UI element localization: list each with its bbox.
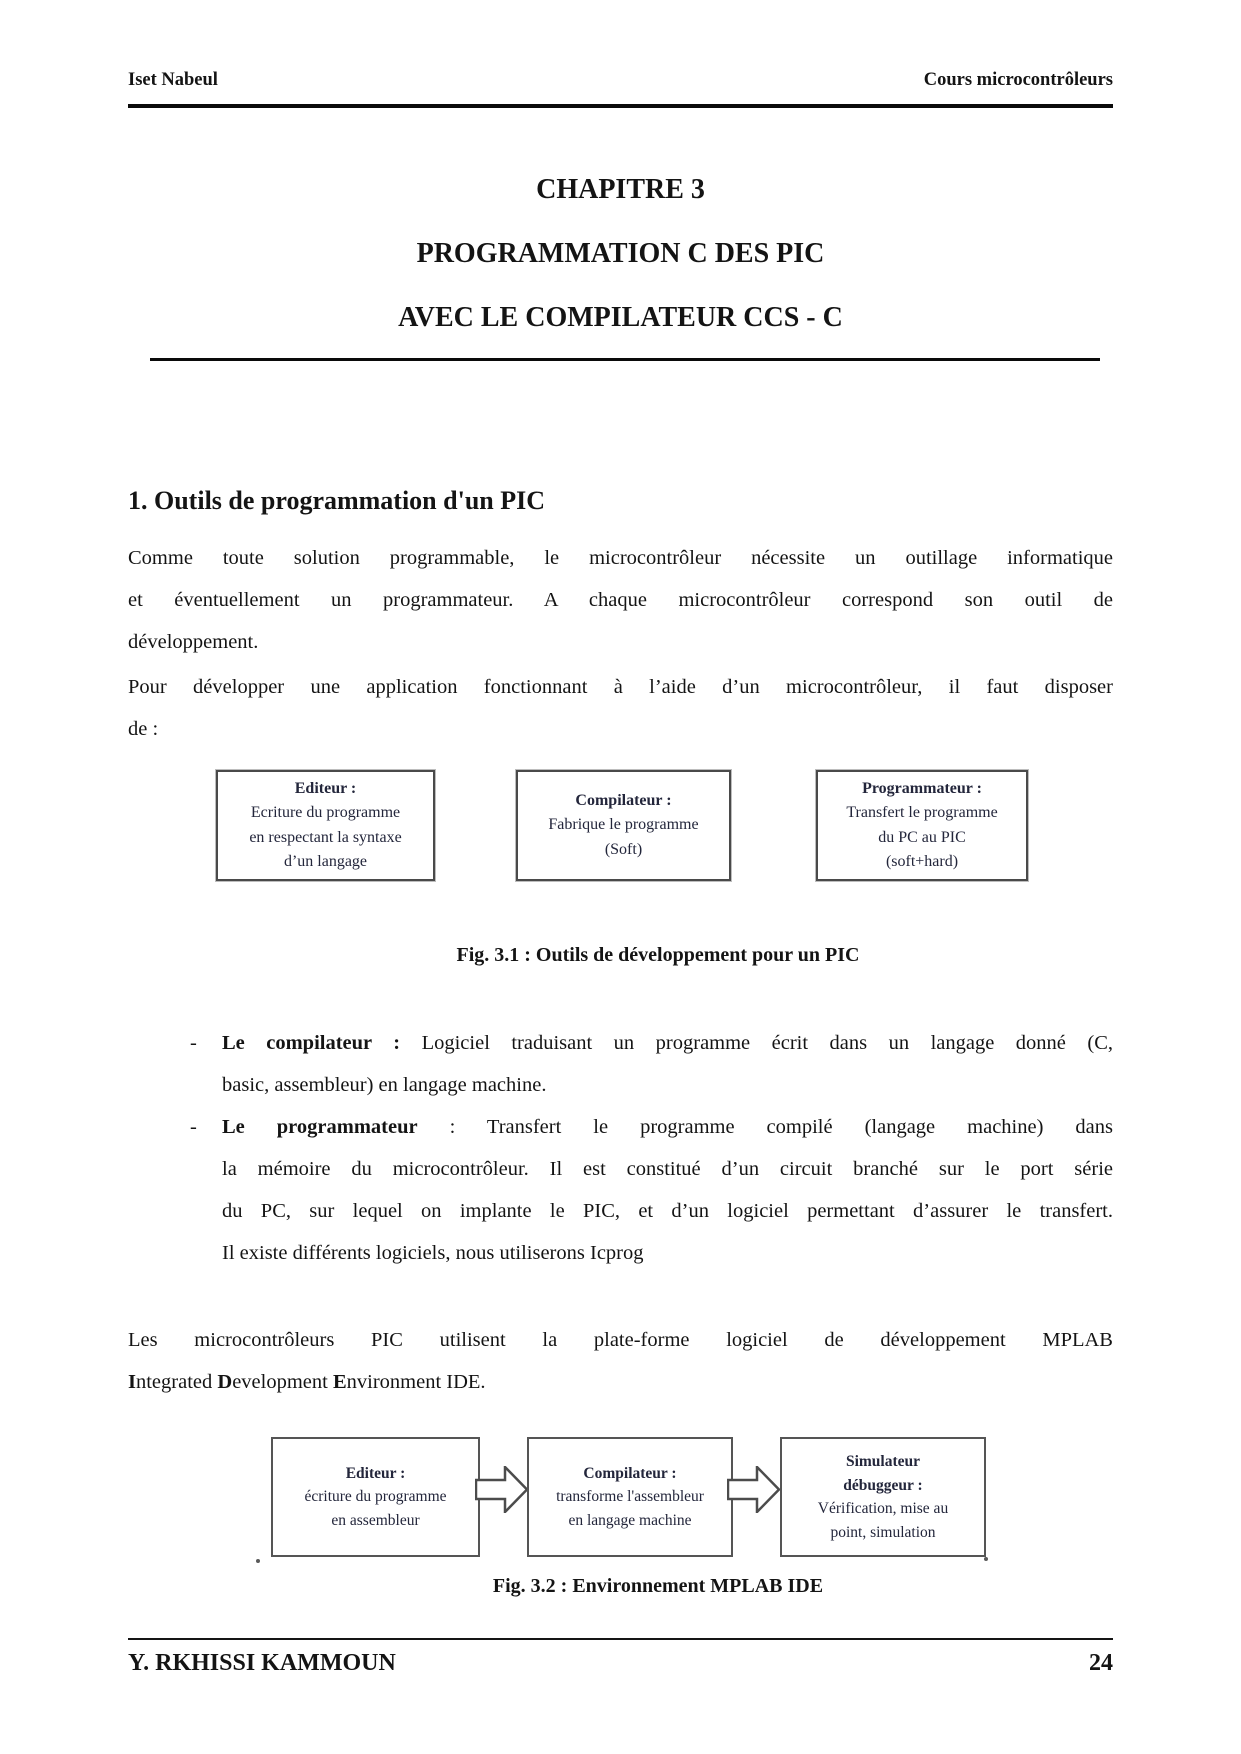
- bullet-line: basic, assembleur) en langage machine.: [222, 1074, 547, 1096]
- fig2-box-simulateur-title: débuggeur :: [843, 1476, 923, 1494]
- paragraph-3: [128, 1319, 1113, 1403]
- fig1-box-programmateur-line: (soft+hard): [885, 853, 959, 870]
- fig2-box-simulateur-line: point, simulation: [830, 1523, 936, 1541]
- footer-rule: [128, 1638, 1113, 1640]
- chapter-title-line-3: AVEC LE COMPILATEUR CCS - C: [398, 302, 843, 333]
- chapter-title: [0, 158, 1241, 350]
- scan-dot: [984, 1557, 988, 1561]
- fig1-box-editeur: [216, 770, 435, 881]
- fig1-box-compilateur: [516, 770, 731, 881]
- paragraph-1: [128, 537, 1113, 663]
- header-right-text: Cours microcontrôleurs: [923, 70, 1113, 90]
- paragraph-1-line: Comme toute solution programmable, le microcontrôleur nécessite un outillage informatique: [128, 547, 1113, 569]
- fig2-box-simulateur-title: Simulateur: [845, 1453, 921, 1470]
- fig1-box-programmateur-title: Programmateur :: [862, 779, 982, 797]
- fig1-caption: Fig. 3.1 : Outils de développement pour un PIC: [456, 944, 860, 966]
- chapter-title-line-2: PROGRAMMATION C DES PIC: [416, 238, 825, 269]
- fig2-box-editeur: [271, 1437, 480, 1557]
- fig2-box-compilateur-line: transforme l'assembleur: [556, 1488, 704, 1506]
- header-left-text: Iset Nabeul: [128, 70, 218, 90]
- fig1-box-programmateur-line: du PC au PIC: [878, 828, 966, 846]
- footer-page-number: 24: [1089, 1650, 1113, 1676]
- bullet-item-programmateur: [128, 1106, 1113, 1274]
- paragraph-2: [128, 666, 1113, 750]
- fig2-box-editeur-line: écriture du programme: [304, 1488, 447, 1506]
- section-heading: 1. Outils de programmation d'un PIC: [128, 486, 546, 515]
- bullet-list: [128, 1022, 1113, 1274]
- fig2-box-simulateur: [780, 1437, 986, 1557]
- bullet-item-compilateur: [128, 1022, 1113, 1106]
- bullet-line: Le compilateur : Logiciel traduisant un programme écrit dans un langage donné (C,: [222, 1032, 1113, 1054]
- block-arrow-right-icon: [727, 1466, 781, 1513]
- fig2-caption: Fig. 3.2 : Environnement MPLAB IDE: [492, 1575, 824, 1597]
- bullet-marker: -: [190, 1116, 197, 1138]
- paragraph-2-line: Pour développer une application fonctionnant à l’aide d’un microcontrôleur, il faut disposer: [128, 676, 1113, 698]
- fig1-box-editeur-title: Editeur :: [294, 779, 357, 797]
- paragraph-1-line: développement.: [128, 631, 259, 653]
- fig1-box-editeur-line: Ecriture du programme: [250, 804, 401, 821]
- page-footer: [128, 1650, 1113, 1677]
- bullet-line: Il existe différents logiciels, nous utiliserons Icprog: [222, 1242, 644, 1264]
- bullet-line: Le programmateur : Transfert le programme compilé (langage machine) dans: [222, 1116, 1113, 1138]
- bullet-line: la mémoire du microcontrôleur. Il est constitué d’un circuit branché sur le port série: [222, 1158, 1113, 1180]
- paragraph-3-line: Les microcontrôleurs PIC utilisent la plate-forme logiciel de développement MPLAB: [128, 1329, 1113, 1351]
- chapter-title-line-1: CHAPITRE 3: [536, 174, 705, 205]
- fig2-box-editeur-line: en assembleur: [331, 1511, 420, 1529]
- fig2-box-editeur-title: Editeur :: [345, 1464, 406, 1482]
- fig1-box-compilateur-line: Fabrique le programme: [548, 816, 699, 834]
- bullet-marker: -: [190, 1032, 197, 1054]
- fig1-box-editeur-line: en respectant la syntaxe: [249, 828, 402, 846]
- paragraph-3-line: Integrated Development Environment IDE.: [128, 1371, 486, 1393]
- fig2-box-compilateur-line: en langage machine: [568, 1511, 692, 1529]
- fig1-box-editeur-line: d’un langage: [283, 853, 368, 870]
- paragraph-2-line: de :: [128, 718, 159, 740]
- fig2-box-compilateur: [527, 1437, 733, 1557]
- paragraph-1-line: et éventuellement un programmateur. A chaque microcontrôleur correspond son outil de: [128, 589, 1113, 611]
- fig1-box-programmateur-line: Transfert le programme: [846, 804, 998, 821]
- header-rule: [128, 104, 1113, 108]
- fig1-box-compilateur-title: Compilateur :: [575, 791, 672, 809]
- scan-dot: [256, 1559, 260, 1563]
- bullet-line: du PC, sur lequel on implante le PIC, et d’un logiciel permettant d’assurer le transfert.: [222, 1200, 1113, 1222]
- fig2-box-compilateur-title: Compilateur :: [583, 1464, 677, 1482]
- footer-author: Y. RKHISSI KAMMOUN: [128, 1650, 396, 1676]
- block-arrow-right-icon: [475, 1466, 529, 1513]
- title-rule: [150, 358, 1100, 361]
- fig2-box-simulateur-line: Vérification, mise au: [817, 1500, 949, 1517]
- fig1-box-programmateur: [816, 770, 1028, 881]
- page-header: [128, 70, 1113, 91]
- fig1-box-compilateur-line: (Soft): [604, 840, 643, 858]
